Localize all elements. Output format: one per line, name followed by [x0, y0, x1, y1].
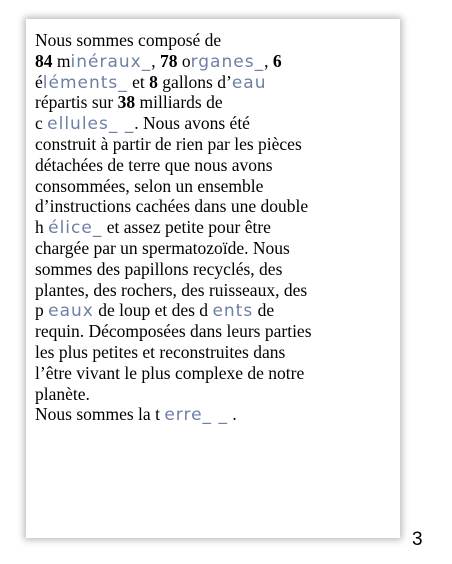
handwritten-answer: eau [231, 72, 267, 93]
text-segment: , [151, 50, 160, 71]
blank-underscore: _ _ [108, 114, 135, 135]
handwritten-answer: erre [164, 405, 203, 426]
text-segment: construit à partir de rien par les pièces [35, 133, 302, 154]
text-segment: h [35, 217, 49, 238]
text-segment: détachées de terre que nous avons [35, 154, 273, 175]
text-line [35, 384, 395, 405]
text-segment: m [52, 50, 71, 71]
blank-underscore: _ [118, 72, 128, 93]
handwritten-answer: ellules [47, 114, 109, 135]
bold-number: 8 [149, 71, 158, 92]
text-segment: p [35, 300, 49, 321]
text-segment: consommées, selon un ensemble [35, 175, 264, 196]
text-line [35, 155, 395, 176]
text-line [35, 217, 395, 238]
text-line [35, 30, 395, 51]
text-line [35, 321, 395, 342]
handwritten-answer: inéraux [70, 51, 142, 72]
text-line [35, 176, 395, 197]
text-segment: , [264, 50, 273, 71]
text-segment: chargée par un spermatozoïde. Nous [35, 237, 290, 258]
text-segment: Nous sommes composé de [35, 30, 222, 50]
text-line [35, 363, 395, 384]
text-segment: milliards de [135, 92, 223, 113]
text-segment: o [177, 50, 191, 71]
bold-number: 38 [117, 92, 136, 113]
bold-number: 84 [35, 50, 53, 71]
text-segment: gallons d’ [157, 71, 232, 92]
text-segment: et assez petite pour être [102, 217, 271, 238]
text-line [35, 92, 395, 113]
text-line [35, 72, 395, 93]
text-line [35, 134, 395, 155]
text-card [26, 19, 400, 538]
text-line [35, 404, 395, 425]
text-segment: de [253, 300, 275, 321]
page-number: 3 [412, 529, 423, 550]
text-segment: et [127, 71, 150, 92]
blank-underscore: _ [254, 51, 265, 72]
bold-number: 78 [159, 50, 178, 71]
text-segment: . [227, 404, 237, 425]
bold-number: 6 [272, 50, 282, 71]
text-segment: l’être vivant le plus complexe de notre [35, 362, 305, 383]
text-line [35, 51, 395, 72]
text-segment: plantes, des rochers, des ruisseaux, des [35, 279, 308, 300]
text-segment: de loup et des d [93, 300, 213, 321]
text-line [35, 300, 395, 321]
text-segment: c [35, 113, 48, 134]
blank-underscore: _ [92, 218, 103, 239]
text-segment: requin. Décomposées dans leurs parties [35, 321, 312, 342]
text-segment: les plus petites et reconstruites dans [35, 341, 286, 362]
text-segment: répartis sur [35, 92, 118, 113]
handwritten-answer: rganes [190, 51, 255, 72]
handwritten-answer: eaux [48, 301, 94, 322]
text-line [35, 259, 395, 280]
fill-in-paragraph [35, 30, 395, 425]
text-line [35, 113, 395, 134]
text-segment: planète. [35, 383, 90, 404]
text-line [35, 238, 395, 259]
handwritten-answer: léments [42, 72, 119, 93]
blank-underscore: _ [141, 51, 152, 72]
handwritten-answer: élice [48, 218, 93, 239]
text-segment: é [35, 71, 43, 92]
blank-underscore: _ _ [202, 405, 228, 426]
text-segment: d’instructions cachées dans une double [35, 196, 309, 217]
text-line [35, 280, 395, 301]
text-segment: sommes des papillons recyclés, des [35, 258, 283, 279]
text-segment: . Nous avons été [134, 113, 250, 134]
text-line [35, 196, 395, 217]
handwritten-answer: ents [212, 301, 254, 322]
text-segment: Nous sommes la t [35, 404, 165, 425]
text-line [35, 342, 395, 363]
